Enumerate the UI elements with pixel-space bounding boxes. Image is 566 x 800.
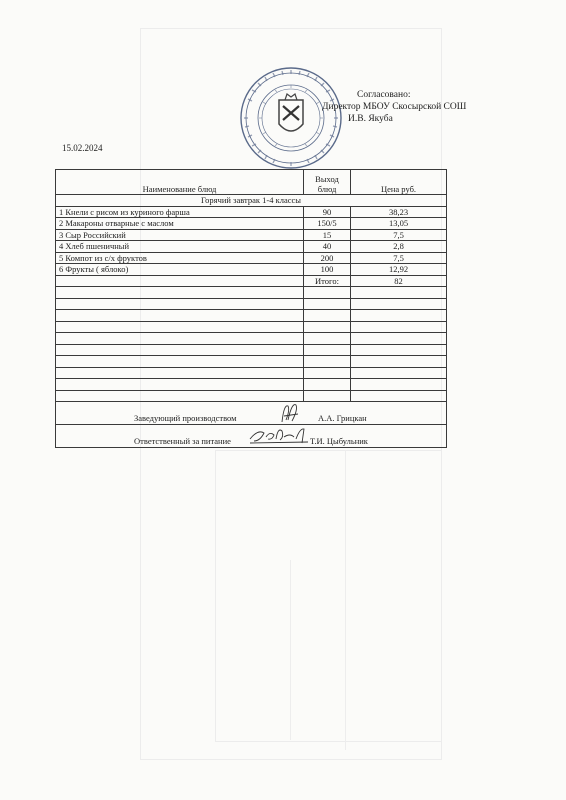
approval-position: Директор МБОУ Скосырской СОШ [322, 102, 467, 112]
empty-cell [56, 298, 304, 310]
table-row [56, 241, 447, 253]
empty-cell [304, 298, 351, 310]
approval-name: И.В. Якуба [348, 114, 393, 124]
empty-cell [351, 390, 447, 402]
section-row [56, 195, 447, 207]
dish-price: 38,23 [351, 206, 447, 218]
dish-name: 2 Макароны отварные с маслом [56, 218, 304, 230]
dish-name: 6 Фрукты ( яблоко) [56, 264, 304, 276]
empty-row [56, 321, 447, 333]
empty-cell [351, 344, 447, 356]
header-yield [304, 170, 351, 195]
empty-cell [304, 356, 351, 368]
dish-price: 13,05 [351, 218, 447, 230]
empty-row [56, 379, 447, 391]
total-row [56, 275, 447, 287]
signature-row-food [56, 425, 447, 448]
dish-price: 7,5 [351, 229, 447, 241]
handwritten-signature [248, 425, 312, 447]
dish-price: 7,5 [351, 252, 447, 264]
dish-yield: 200 [304, 252, 351, 264]
empty-cell [56, 310, 304, 322]
empty-cell [56, 379, 304, 391]
food-label: Ответственный за питание [134, 436, 231, 446]
empty-cell [351, 367, 447, 379]
table-row [56, 252, 447, 264]
empty-cell [351, 287, 447, 299]
approval-block [300, 89, 466, 125]
empty-cell [56, 344, 304, 356]
empty-cell [304, 287, 351, 299]
dish-name: 3 Сыр Российский [56, 229, 304, 241]
empty-cell [304, 344, 351, 356]
empty-cell [56, 356, 304, 368]
empty-cell [304, 379, 351, 391]
show-through-block [215, 450, 442, 742]
empty-cell [56, 287, 304, 299]
dish-yield: 40 [304, 241, 351, 253]
empty-row [56, 390, 447, 402]
empty-cell [56, 321, 304, 333]
empty-row [56, 344, 447, 356]
menu-table [55, 169, 447, 448]
header-price: Цена руб. [351, 170, 447, 195]
production-label: Заведующий производством [134, 413, 237, 423]
approval-title: Согласовано: [357, 90, 411, 100]
dish-name: 4 Хлеб пшеничный [56, 241, 304, 253]
document-date: 15.02.2024 [62, 143, 103, 153]
empty-row [56, 287, 447, 299]
empty-row [56, 356, 447, 368]
header-name: Наименование блюд [56, 170, 304, 195]
empty-cell [351, 379, 447, 391]
dish-yield: 15 [304, 229, 351, 241]
food-name: Т.И. Цыбульник [310, 436, 368, 446]
table-row [56, 229, 447, 241]
header-yield-text: Выход блюд [315, 174, 339, 194]
total-empty-cell [56, 275, 304, 287]
signature-cell [56, 402, 447, 425]
table-row [56, 206, 447, 218]
empty-row [56, 298, 447, 310]
empty-row [56, 333, 447, 345]
table-row [56, 264, 447, 276]
empty-cell [56, 333, 304, 345]
empty-cell [304, 333, 351, 345]
production-name: А.А. Грицкан [318, 413, 367, 423]
empty-cell [304, 390, 351, 402]
dish-yield: 150/5 [304, 218, 351, 230]
dish-price: 2,8 [351, 241, 447, 253]
total-label: Итого: [304, 275, 351, 287]
empty-cell [56, 390, 304, 402]
show-through-line [290, 560, 291, 740]
signature-row-production [56, 402, 447, 425]
handwritten-signature [278, 402, 302, 424]
dish-price: 12,92 [351, 264, 447, 276]
show-through-line [345, 450, 346, 750]
section-title: Горячий завтрак 1-4 классы [56, 195, 447, 207]
empty-cell [56, 367, 304, 379]
dish-yield: 90 [304, 206, 351, 218]
empty-cell [304, 310, 351, 322]
empty-cell [351, 310, 447, 322]
table-header-row [56, 170, 447, 195]
empty-cell [351, 333, 447, 345]
dish-name: 5 Компот из с/х фруктов [56, 252, 304, 264]
total-value: 82 [351, 275, 447, 287]
empty-cell [351, 298, 447, 310]
empty-row [56, 367, 447, 379]
empty-row [56, 310, 447, 322]
dish-name: 1 Кнели с рисом из куриного фарша [56, 206, 304, 218]
empty-cell [351, 356, 447, 368]
empty-cell [304, 367, 351, 379]
table-row [56, 218, 447, 230]
empty-cell [304, 321, 351, 333]
empty-cell [351, 321, 447, 333]
dish-yield: 100 [304, 264, 351, 276]
signature-cell [56, 425, 447, 448]
